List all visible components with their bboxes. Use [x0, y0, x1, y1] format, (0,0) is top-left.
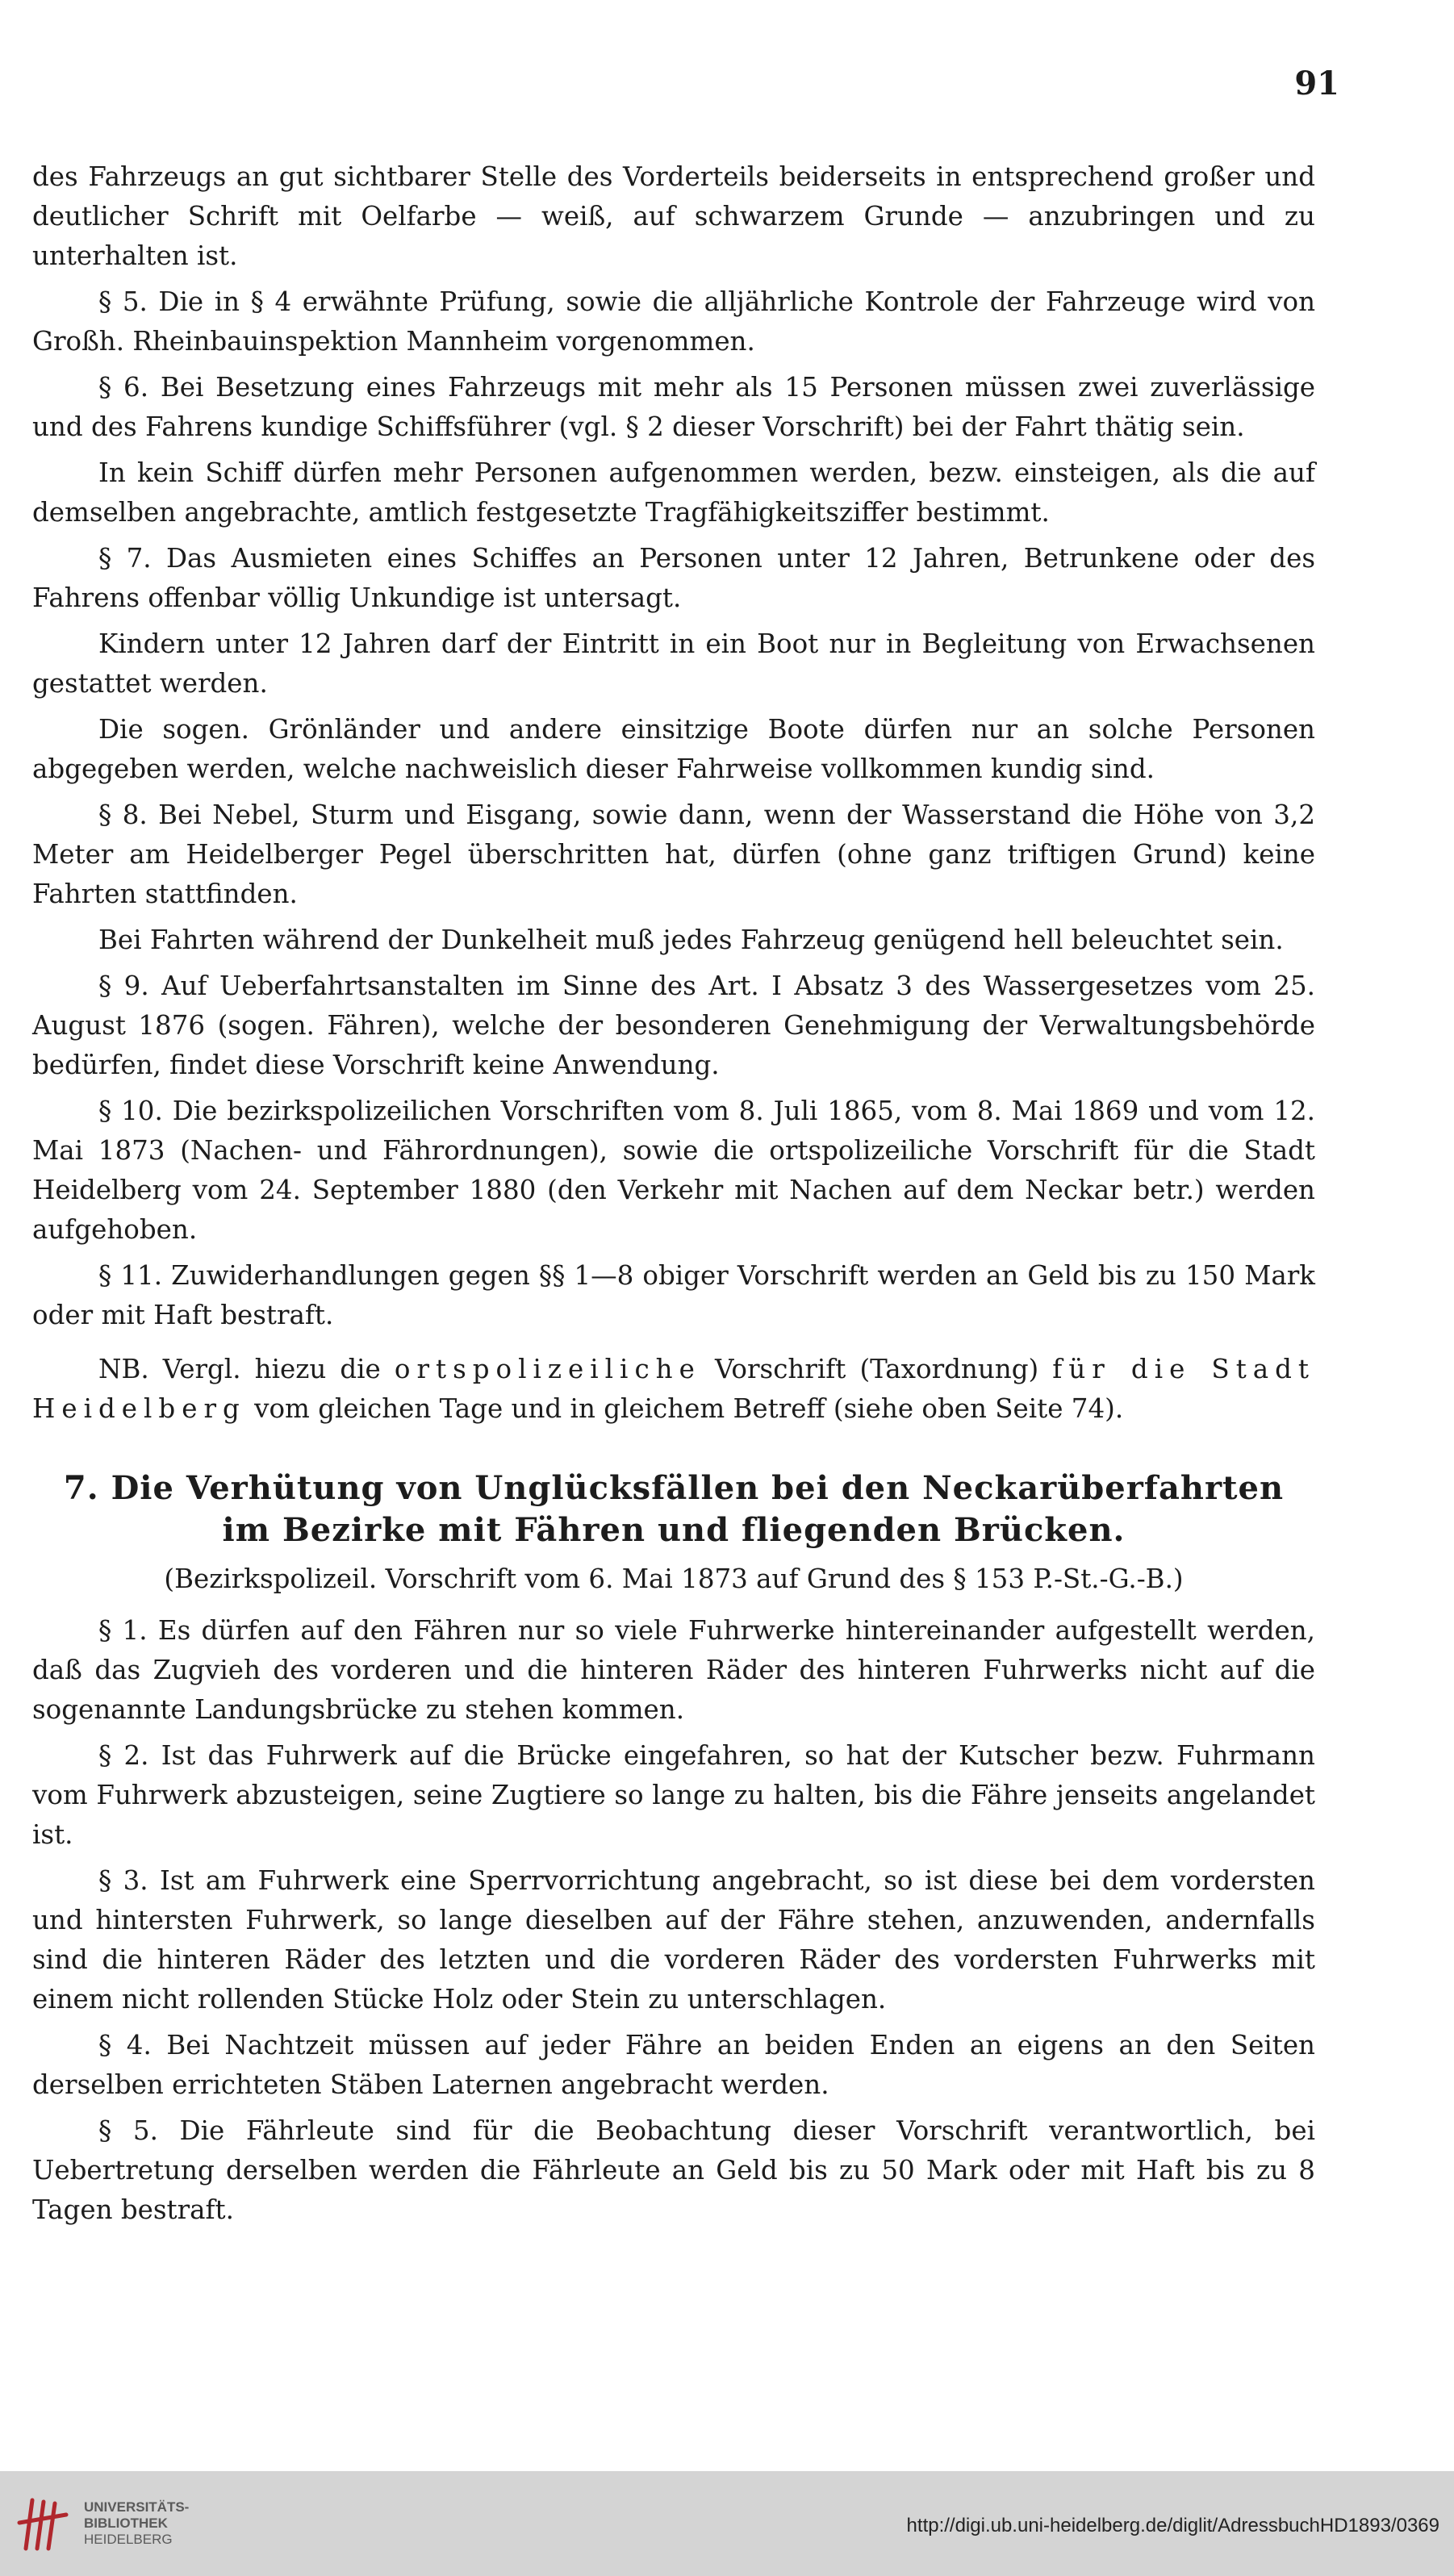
nb-note [32, 1350, 1315, 1429]
paragraph-section-11: § 11. Zuwiderhandlungen gegen §§ 1—8 obiger Vorschrift werden an Geld bis zu 150 Mark oder mit Haft bestraft. [32, 1260, 1315, 1330]
paragraph-section-10: § 10. Die bezirkspolizeilichen Vorschriften vom 8. Juli 1865, vom 8. Mai 1869 und vom 12. Mai 1873 (Nachen- und Fährordnungen), sowie die ortspolizeiliche Vorschrift für die Stadt Heidelberg vom 24. September 1880 (den Verkehr mit Nachen auf dem Neckar betr.) werden aufgehoben. [32, 1096, 1315, 1245]
nb-suffix: vom gleichen Tage und in gleichem Betreff (siehe oben Seite 74). [254, 1393, 1124, 1424]
paragraph: In kein Schiff dürfen mehr Personen aufgenommen werden, bezw. einsteigen, als die auf demselben angebrachte, amtlich festgesetzte Tragfähigkeitsziffer bestimmt. [32, 457, 1315, 528]
library-logo[interactable] [15, 2490, 189, 2557]
section-subheading: (Bezirkspolizeil. Vorschrift vom 6. Mai 1873 auf Grund des § 153 P.-St.-G.-B.) [164, 1564, 1184, 1594]
paragraph-fahr-5: § 5. Die Fährleute sind für die Beobachtung dieser Vorschrift verantwortlich, bei Uebertretung derselben werden die Fährleute an Geld bis zu 50 Mark oder mit Haft bis zu 8 Tagen bestraft. [32, 2115, 1315, 2225]
paragraph-section-8: § 8. Bei Nebel, Sturm und Eisgang, sowie dann, wenn der Wasserstand die Höhe von 3,2 Meter am Heidelberger Pegel überschritten hat, dürfen (ohne ganz triftigen Grund) keine Fahrten stattfinden. [32, 800, 1315, 909]
paragraph: des Fahrzeugs an gut sichtbarer Stelle des Vorderteils beiderseits in entsprechend großer und deutlicher Schrift mit Oelfarbe — weiß, auf schwarzem Grunde — anzubringen und zu unterhalten ist. [32, 161, 1315, 271]
paragraph-section-5: § 5. Die in § 4 erwähnte Prüfung, sowie die alljährliche Kontrole der Fahrzeuge wird von Großh. Rheinbauinspektion Mannheim vorgenommen. [32, 286, 1315, 357]
library-emblem-icon [15, 2490, 73, 2557]
logo-line-1: UNIVERSITÄTS- [84, 2499, 190, 2515]
paragraph-fahr-1: § 1. Es dürfen auf den Fähren nur so viele Fuhrwerke hintereinander aufgestellt werden, daß das Zugvieh des vorderen und die hinteren Räder des hinteren Fuhrwerks nicht auf die sogenannte Landungsbrücke zu stehen kommen. [32, 1615, 1315, 1725]
paragraph: Bei Fahrten während der Dunkelheit muß jedes Fahrzeug genügend hell beleuchtet sein. [98, 925, 1284, 955]
section-heading [32, 1468, 1315, 1551]
heading-line-2: im Bezirke mit Fähren und fliegenden Brücken. [222, 1511, 1126, 1549]
paragraph-fahr-2: § 2. Ist das Fuhrwerk auf die Brücke eingefahren, so hat der Kutscher bezw. Fuhrmann vom Fuhrwerk abzusteigen, seine Zugtiere so lange zu halten, bis die Fähre jenseits angelandet ist. [32, 1740, 1315, 1850]
library-name [84, 2499, 189, 2548]
paragraph-fahr-4: § 4. Bei Nachtzeit müssen auf jeder Fähre an beiden Enden an eigens an den Seiten derselben errichteten Stäben Laternen angebracht werden. [32, 2030, 1315, 2100]
source-url-link[interactable]: http://digi.ub.uni-heidelberg.de/diglit/AdressbuchHD1893/0369 [906, 2515, 1439, 2536]
nb-spaced-place: für die Stadt Heidelberg [32, 1354, 1315, 1424]
logo-line-3: HEIDELBERG [84, 2532, 173, 2547]
footer-bar [0, 2471, 1454, 2576]
nb-spaced-term: ortspolizeiliche [394, 1354, 701, 1384]
paragraph: Die sogen. Grönländer und andere einsitzige Boote dürfen nur an solche Personen abgegeben werden, welche nachweislich dieser Fahrweise vollkommen kundig sind. [32, 714, 1315, 784]
heading-line-1: 7. Die Verhütung von Unglücksfällen bei den Neckarüberfahrten [63, 1469, 1285, 1507]
nb-middle: Vorschrift (Taxordnung) [714, 1354, 1039, 1384]
paragraph-section-7: § 7. Das Ausmieten eines Schiffes an Personen unter 12 Jahren, Betrunkene oder des Fahrens offenbar völlig Unkundige ist untersagt. [32, 543, 1315, 613]
nb-prefix: NB. Vergl. hiezu die [98, 1354, 381, 1384]
paragraph-section-9: § 9. Auf Ueberfahrtsanstalten im Sinne des Art. I Absatz 3 des Wassergesetzes vom 25. August 1876 (sogen. Fähren), welche der besonderen Genehmigung der Verwaltungsbehörde bedürfen, findet diese Vorschrift keine Anwendung. [32, 971, 1315, 1080]
page-number: 91 [1294, 65, 1339, 102]
document-body [32, 157, 1315, 2236]
paragraph: Kindern unter 12 Jahren darf der Eintritt in ein Boot nur in Begleitung von Erwachsenen gestattet werden. [32, 628, 1315, 699]
logo-line-2: BIBLIOTHEK [84, 2515, 168, 2531]
paragraph-section-6: § 6. Bei Besetzung eines Fahrzeugs mit mehr als 15 Personen müssen zwei zuverlässige und des Fahrens kundige Schiffsführer (vgl. § 2 dieser Vorschrift) bei der Fahrt thätig sein. [32, 372, 1315, 442]
paragraph-fahr-3: § 3. Ist am Fuhrwerk eine Sperrvorrichtung angebracht, so ist diese bei dem vordersten und hintersten Fuhrwerk, so lange dieselben auf der Fähre stehen, anzuwenden, andernfalls sind die hinteren Räder des letzten und die vorderen Räder des vordersten Fuhrwerks mit einem nicht rollenden Stücke Holz oder Stein zu unterschlagen. [32, 1865, 1315, 2014]
